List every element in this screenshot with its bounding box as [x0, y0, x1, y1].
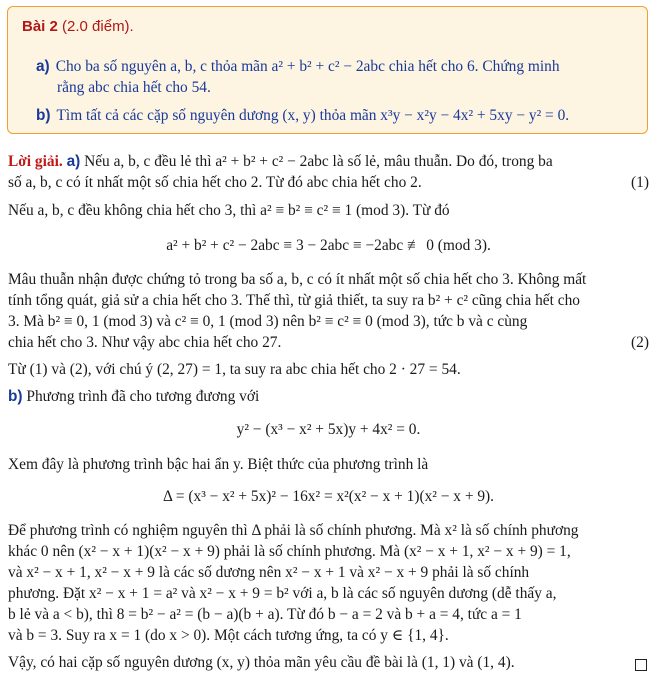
qed-square-icon — [635, 659, 647, 671]
solution-b-line-1 — [8, 387, 649, 408]
part-b-label: b) — [36, 107, 51, 124]
problem-box — [7, 6, 648, 134]
solution-text: Nếu a, b, c đều lẻ thì a² + b² + c² − 2abc là số lẻ, mâu thuẫn. Do đó, trong ba — [84, 153, 553, 170]
solution-conclusion — [8, 653, 649, 674]
equation-number-1: (1) — [631, 174, 649, 191]
problem-part-b — [36, 106, 636, 127]
part-b-text: Tìm tất cả các cặp số nguyên dương (x, y) thỏa mãn x³y − x²y − 4x² + 5xy − y² = 0. — [56, 107, 570, 124]
solution-b-line-7 — [8, 563, 649, 584]
solution-text: chia hết cho 3. Như vậy abc chia hết cho 27. — [8, 334, 282, 351]
solution-line-8 — [8, 333, 649, 354]
solution-line-1 — [8, 152, 649, 173]
solution-text: b lẻ và a < b), thì 8 = b² − a² = (b − a)(b + a). Từ đó b − a = 2 và b + a = 4, tức a = 1 — [8, 606, 522, 623]
solution-line-7 — [8, 312, 649, 333]
problem-points: (2.0 điểm). — [62, 18, 134, 35]
solution-line-6 — [8, 291, 649, 312]
equation-text: y² − (x³ − x² + 5x)y + 4x² = 0. — [236, 421, 421, 438]
solution-text: khác 0 nên (x² − x + 1)(x² − x + 9) phải là số chính phương. Mà (x² − x + 1, x² − x + 9) = 1, — [8, 543, 571, 560]
solution-b-line-9 — [8, 605, 649, 626]
part-a-text-line1: Cho ba số nguyên a, b, c thỏa mãn a² + b² + c² − 2abc chia hết cho 6. Chứng minh — [55, 58, 560, 75]
solution-text: tính tổng quát, giả sử a chia hết cho 3. Thế thì, từ giả thiết, ta suy ra b² + c² cũng chia hết cho — [8, 292, 580, 309]
solution-text: số a, b, c có ít nhất một số chia hết cho 2. Từ đó abc chia hết cho 2. — [8, 174, 422, 191]
solution-line-9 — [8, 360, 649, 381]
solution-text: Xem đây là phương trình bậc hai ẩn y. Biệt thức của phương trình là — [8, 456, 429, 473]
solution-text: phương. Đặt x² − x + 1 = a² và x² − x + 9 = b² với a, b là các số nguyên dương (dễ thấy a, — [8, 585, 557, 602]
display-equation-discriminant — [8, 487, 649, 508]
solution-line-2 — [8, 173, 649, 194]
solution-b-line-3 — [8, 455, 649, 476]
solution-b-line-5 — [8, 521, 649, 542]
solution-heading: Lời giải. — [8, 153, 63, 170]
part-a-text-line2: rằng abc chia hết cho 54. — [57, 78, 211, 96]
solution-line-5 — [8, 270, 649, 291]
solution-b-line-8 — [8, 584, 649, 605]
solution-text: Vậy, có hai cặp số nguyên dương (x, y) thỏa mãn yêu cầu đề bài là (1, 1) và (1, 4). — [8, 654, 515, 671]
solution-text: và b = 3. Suy ra x = 1 (do x > 0). Một cách tương ứng, ta có y ∈ {1, 4}. — [8, 627, 449, 644]
equation-number-2: (2) — [631, 334, 649, 351]
display-equation-quadratic — [8, 420, 649, 441]
solution-text: Từ (1) và (2), với chú ý (2, 27) = 1, ta suy ra abc chia hết cho 2 · 27 = 54. — [8, 361, 461, 378]
solution-text: và x² − x + 1, x² − x + 9 là các số dương nên x² − x + 1 và x² − x + 9 phải là số chính — [8, 564, 530, 581]
solution-b-line-10 — [8, 626, 649, 647]
equation-text: a² + b² + c² − 2abc ≡ 3 − 2abc ≡ −2abc ≢ 0 (mod 3). — [166, 237, 491, 254]
solution-text: Nếu a, b, c đều không chia hết cho 3, thì a² ≡ b² ≡ c² ≡ 1 (mod 3). Từ đó — [8, 202, 450, 219]
part-a-label: a) — [36, 58, 50, 75]
solution-text: Để phương trình có nghiệm nguyên thì Δ phải là số chính phương. Mà x² là số chính phương — [8, 522, 579, 539]
problem-title — [22, 17, 134, 38]
solution-b-line-6 — [8, 542, 649, 563]
solution-a-label: a) — [66, 153, 81, 170]
solution-text: Mâu thuẫn nhận được chứng tỏ trong ba số a, b, c có ít nhất một số chia hết cho 3. Không mất — [8, 271, 587, 288]
solution-line-3 — [8, 201, 649, 222]
solution-text: Phương trình đã cho tương đương với — [26, 388, 260, 405]
equation-text: Δ = (x³ − x² + 5x)² − 16x² = x²(x² − x + 1)(x² − x + 9). — [162, 488, 495, 505]
solution-b-label: b) — [8, 388, 23, 405]
solution-text: 3. Mà b² ≡ 0, 1 (mod 3) và c² ≡ 0, 1 (mod 3) nên b² ≡ c² ≡ 0 (mod 3), tức b và c cùng — [8, 313, 528, 330]
display-equation-mod3 — [8, 236, 649, 257]
problem-number: Bài 2 — [22, 18, 58, 35]
problem-part-a — [36, 57, 636, 98]
